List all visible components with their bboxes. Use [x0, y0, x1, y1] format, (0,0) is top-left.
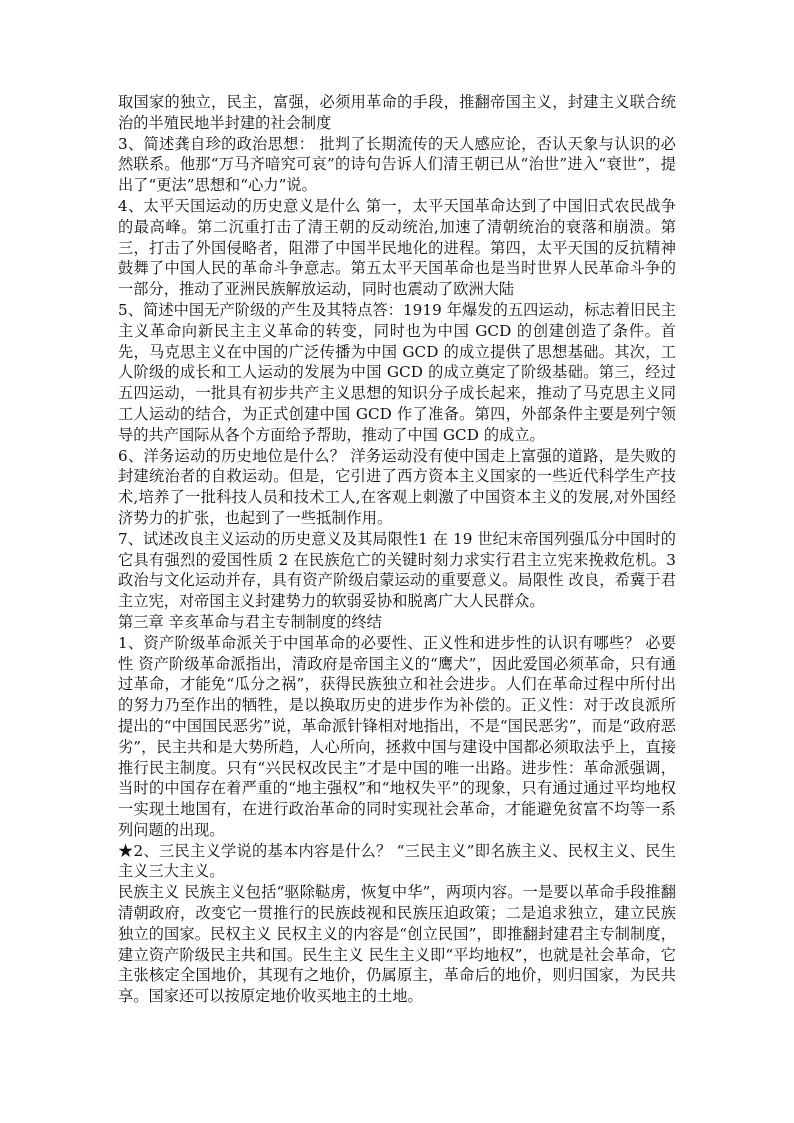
paragraph-continuation: 取国家的独立，民主，富强，必须用革命的手段，推翻帝国主义，封建主义联合统治的半殖民地半封建的社会制度 [118, 93, 676, 132]
document-body [118, 92, 676, 1007]
paragraph-q3-gong-zizhen: 3、简述龚自珍的政治思想： 批判了长期流传的天人感应论，否认天象与认识的必然联系。他那“万马齐喑究可哀”的诗句告诉人们清王朝已从“治世”进入“衰世”，提出了“更法”思想和“心力”说。 [118, 134, 676, 195]
paragraph-q6-westernization: 6、洋务运动的历史地位是什么？ 洋务运动没有使中国走上富强的道路，是失败的封建统治者的自救运动。但是，它引进了西方资本主义国家的一些近代科学生产技术,培养了一批科技人员和技术工人,在客观上刺激了中国资本主义的发展,对外国经济势力的扩张，也起到了一些抵制作用。 [118, 446, 676, 527]
chapter-heading: 第三章 辛亥革命与君主专制制度的终结 [118, 612, 382, 631]
paragraph-q5-proletariat: 5、简述中国无产阶级的产生及其特点答：1919 年爆发的五四运动，标志着旧民主主义革命向新民主主义革命的转变，同时也为中国 GCD 的创建创造了条件。首先，马克思主义在中国的广泛传播为中国 GCD 的成立提供了思想基础。其次，工人阶级的成长和工人运动的发展为中国 GCD 的成立奠定了阶级基础。第三，经过五四运动，一批具有初步共产主义思想的知识分子成长起来，推动了马克思主义同工人运动的结合，为正式创建中国 GCD 作了准备。第四，外部条件主要是列宁领导的共产国际从各个方面给予帮助，推动了中国 GCD 的成立。 [118, 300, 676, 444]
paragraph-three-principles-detail: 民族主义 民族主义包括“驱除鞑虏，恢复中华”，两项内容。一是要以革命手段推翻清朝政府，改变它一贯推行的民族歧视和民族压迫政策；二是追求独立，建立民族独立的国家。民权主义 民权主义的内容是“创立民国”，即推翻封建君主专制制度，建立资产阶级民主共和国。民生主义 民生主义即“平均地权”，也就是社会革命，它主张核定全国地价，其现有之地价，仍属原主，革命后的地价，则归国家，为民共享。国家还可以按原定地价收买地主的土地。 [118, 883, 676, 1006]
paragraph-c3-q2-three-principles: ★2、三民主义学说的基本内容是什么？ “三民主义”即名族主义、民权主义、民生主义三大主义。 [118, 841, 676, 881]
paragraph-q7-reformism: 7、试述改良主义运动的历史意义及其局限性1 在 19 世纪末帝国列强瓜分中国时的它具有强烈的爱国性质 2 在民族危亡的关键时刻力求实行君主立宪来挽救危机。3 政治与文化运动并存，具有资产阶级启蒙运动的重要意义。局限性 改良，希冀于君主立宪，对帝国主义封建势力的软弱妥协和脱离广大人民群众。 [118, 529, 676, 611]
paragraph-c3-q1-revolution: 1、资产阶级革命派关于中国革命的必要性、正义性和进步性的认识有哪些？ 必要性 资产阶级革命派指出，清政府是帝国主义的“鹰犬”，因此爱国必须革命，只有通过革命，才能免“瓜分之祸”，获得民族独立和社会进步。人们在革命过程中所付出的努力乃至作出的牺牲，是以换取历史的进步作为补偿的。正义性：对于改良派所提出的“中国国民恶劣”说，革命派针锋相对地指出，不是“国民恶劣”，而是“政府恶劣”，民主共和是大势所趋，人心所向，拯救中国与建设中国都必须取法乎上，直接推行民主制度。只有“兴民权改民主”才是中国的唯一出路。进步性：革命派强调，当时的中国存在着严重的“地主强权”和“地权失平”的现象，只有通过通过平均地权一实现土地国有，在进行政治革命的同时实现社会革命，才能避免贫富不均等一系列问题的出现。 [118, 633, 676, 839]
paragraph-q4-taiping: 4、太平天国运动的历史意义是什么 第一，太平天国革命达到了中国旧式农民战争的最高峰。第二沉重打击了清王朝的反动统治,加速了清朝统治的衰落和崩溃。第三，打击了外国侵略者，阻滞了中国半民地化的进程。第四，太平天国的反抗精神鼓舞了中国人民的革命斗争意志。第五太平天国革命也是当时世界人民革命斗争的一部分，推动了亚洲民族解放运动，同时也震动了欧洲大陆 [118, 196, 676, 299]
